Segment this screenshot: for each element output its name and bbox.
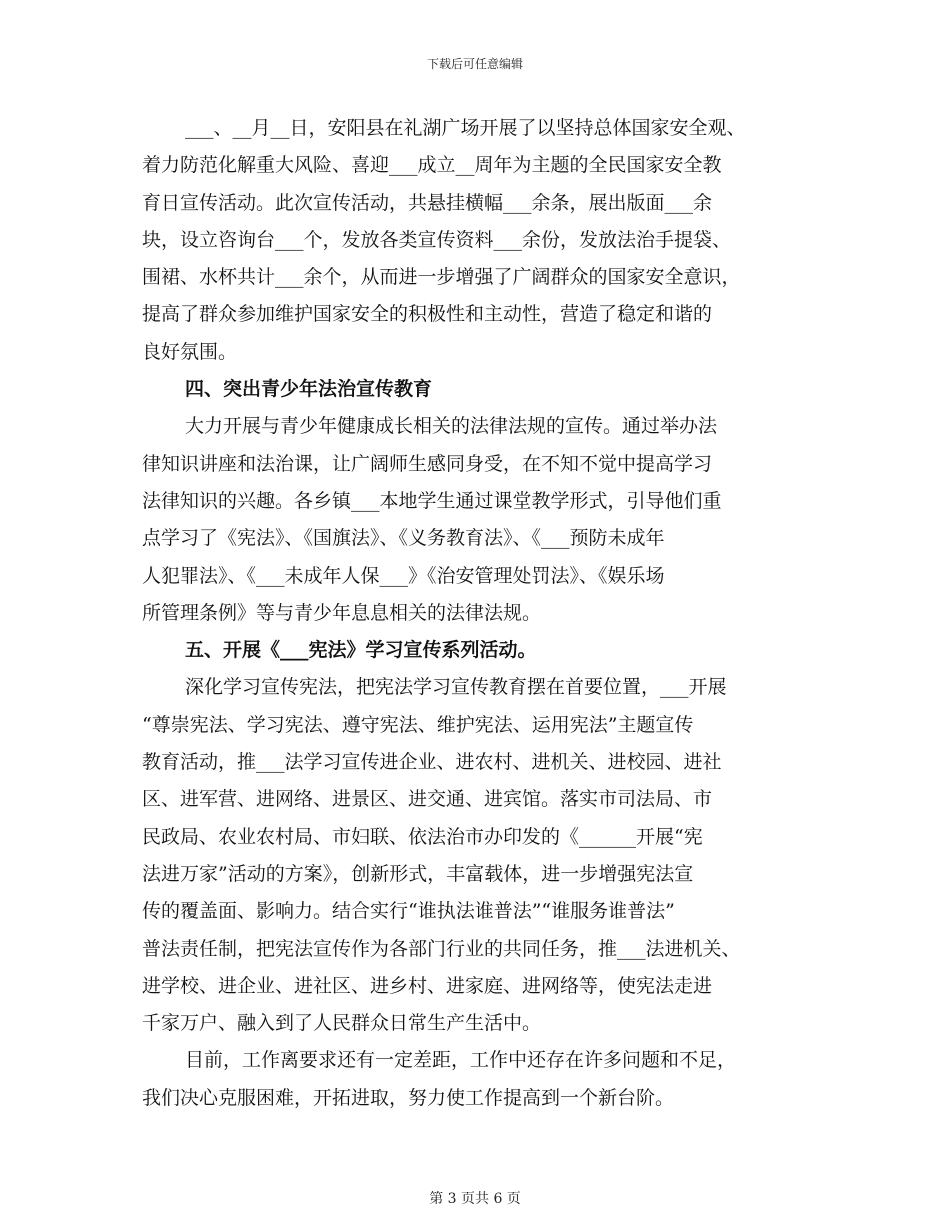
paragraph-line: 法进万家”活动的方案》，创新形式，丰富载体，进一步增强宪法宣 [142, 862, 694, 885]
paragraph-line: 民政局、农业农村局、市妇联、依法治市办印发的《______开展“宪 [142, 825, 703, 848]
paragraph-line: 人犯罪法》、《___未成年人保___》《治安管理处罚法》、《娱乐场 [142, 564, 665, 587]
paragraph-line: ___、__月__日，安阳县在礼湖广场开展了以坚持总体国家安全观、 [185, 117, 746, 139]
paragraph-line: 进学校、进企业、进社区、进乡村、进家庭、进网络等，使宪法走进 [142, 974, 713, 997]
paragraph-line: 着力防范化解重大风险、喜迎___成立__周年为主题的全民国家安全教 [142, 154, 722, 177]
paragraph-line: 大力开展与青少年健康成长相关的法律法规的宣传。通过举办法 [185, 415, 718, 438]
section-heading: 四、突出青少年法治宣传教育 [185, 378, 433, 401]
paragraph-line: 普法责任制，把宪法宣传作为各部门行业的共同任务，推___法进机关、 [142, 937, 741, 960]
paragraph-line: 目前，工作离要求还有一定差距，工作中还存在许多问题和不足， [185, 1049, 737, 1072]
page-header: 下载后可任意编辑 [426, 57, 523, 71]
paragraph-line: 教育活动，推___法学习宣传进企业、进农村、进机关、进校园、进社 [142, 751, 722, 774]
paragraph-line: 围裙、水杯共计___余个，从而进一步增强了广阔群众的国家安全意识， [142, 266, 741, 289]
paragraph-line: 传的覆盖面、影响力。结合实行“谁执法谁普法”“谁服务谁普法” [142, 900, 675, 923]
paragraph-line: 所管理条例》等与青少年息息相关的法律法规。 [142, 601, 542, 624]
paragraph-line: 区、进军营、进网络、进景区、进交通、进宾馆。落实市司法局、市 [142, 788, 713, 811]
paragraph-line: 千家万户、融入到了人民群众日常生产生活中。 [142, 1012, 542, 1035]
paragraph-line: 块，设立咨询台___个，发放各类宣传资料___余份，发放法治手提袋、 [142, 228, 732, 251]
paragraph-line: 点学习了《宪法》、《国旗法》、《义务教育法》、《___预防未成年 [142, 527, 665, 550]
paragraph-line: 深化学习宣传宪法，把宪法学习宣传教育摆在首要位置，___开展 [185, 676, 727, 699]
page-footer: 第 3 页共 6 页 [429, 1191, 521, 1207]
paragraph-line: 育日宣传活动。此次宣传活动，共悬挂横幅___余条，展出版面___余 [142, 191, 713, 214]
paragraph-line: 律知识讲座和法治课，让广阔师生感同身受，在不知不觉中提高学习 [142, 452, 713, 475]
paragraph-line: “尊崇宪法、学习宪法、遵守宪法、维护宪法、运用宪法”主题宣传 [142, 713, 694, 736]
paragraph-line: 提高了群众参加维护国家安全的积极性和主动性，营造了稳定和谐的 [142, 303, 713, 326]
paragraph-line: 法律知识的兴趣。各乡镇___本地学生通过课堂教学形式，引导他们重 [142, 489, 722, 512]
document-body [142, 110, 842, 1117]
paragraph-line: 我们决心克服困难，开拓进取，努力使工作提高到一个新台阶。 [142, 1086, 675, 1109]
section-heading: 五、开展《___宪法》学习宣传系列活动。 [185, 639, 537, 662]
paragraph-line: 良好氛围。 [142, 340, 238, 363]
